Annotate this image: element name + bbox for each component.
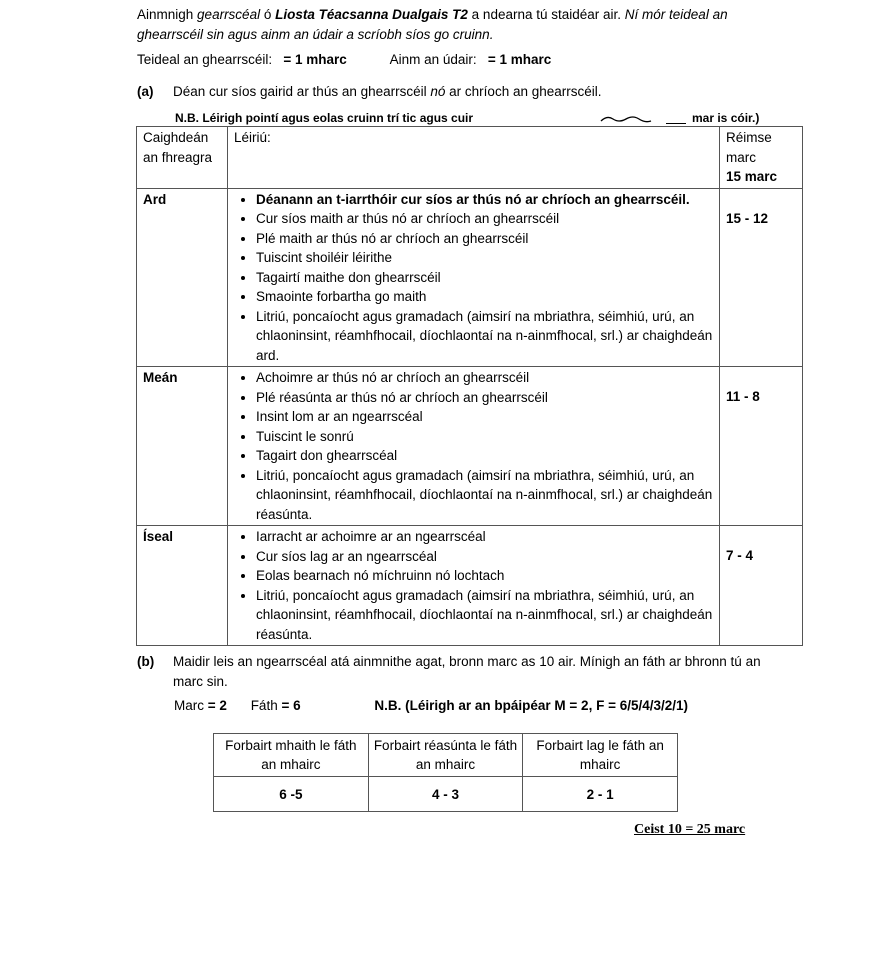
reason-header: Forbairt réasúnta le fáth an mhairc xyxy=(368,734,523,777)
rubric-header-row xyxy=(137,127,803,189)
question-a xyxy=(137,84,602,99)
reason-values-row xyxy=(214,777,678,812)
mark-range-cell xyxy=(720,367,803,526)
criteria-item: • Achoimre ar thús nó ar chríoch an ghearrscéil xyxy=(256,368,713,388)
level-criteria xyxy=(228,367,720,526)
header-description: Léiriú: xyxy=(228,127,720,189)
title-author-marks xyxy=(137,52,551,67)
question-a-text: ar chríoch an ghearrscéil. xyxy=(445,84,602,99)
level-label: Ard xyxy=(137,188,228,367)
criteria-item: • Iarracht ar achoimre ar an ngearrscéal xyxy=(256,527,713,547)
criteria-item: • Eolas bearnach nó míchruinn nó lochtach xyxy=(256,566,713,586)
criteria-item: • Litriú, poncaíocht agus gramadach (aimsirí na mbriathra, séimhiú, urú, an chlaoninsint, réamhfhocail, díochlaontaí na n-ainmfhocal, srl.) ar chaighdeán réasúnta. xyxy=(256,586,713,645)
marc-value: = 2 xyxy=(207,698,227,713)
mark-range-cell xyxy=(720,526,803,646)
intro-list-title: Liosta Téacsanna Dualgais T2 xyxy=(275,7,468,22)
header-standard: Caighdeán an fhreagra xyxy=(137,127,228,189)
question-b xyxy=(137,652,777,689)
rubric-row-mean xyxy=(137,367,803,526)
marc-label: Marc xyxy=(174,698,204,713)
reason-header: Forbairt mhaith le fáth an mhairc xyxy=(214,734,369,777)
mark-range: 15 - 12 xyxy=(726,210,769,226)
criteria-item: • Tuiscint le sonrú xyxy=(256,427,713,447)
intro-text: gearrscéal xyxy=(197,7,261,22)
criteria-item: • Tuiscint shoiléir léirithe xyxy=(256,248,713,268)
intro-text: ó xyxy=(260,7,276,22)
nb-note-end: mar is cóir.) xyxy=(692,111,760,125)
criteria-item: • Smaointe forbartha go maith xyxy=(256,287,713,307)
marking-rubric-table xyxy=(136,126,803,646)
question-b-label: (b) xyxy=(137,654,155,669)
reason-value: 6 -5 xyxy=(214,777,369,812)
rubric-row-iseal xyxy=(137,526,803,646)
intro-text: Ainmnigh xyxy=(137,7,198,22)
mark-reason-allocation xyxy=(174,698,688,713)
title-marks: = 1 mharc xyxy=(283,52,347,67)
reason-value: 2 - 1 xyxy=(523,777,678,812)
reason-value: 4 - 3 xyxy=(368,777,523,812)
title-label: Teideal an ghearrscéil: xyxy=(137,52,273,67)
question-a-or: nó xyxy=(430,84,446,99)
mark-range-cell xyxy=(720,188,803,367)
fath-value: = 6 xyxy=(281,698,301,713)
criteria-item: • Cur síos maith ar thús nó ar chríoch an ghearrscéil xyxy=(256,209,713,229)
author-marks: = 1 mharc xyxy=(487,52,552,67)
question-total: Ceist 10 = 25 marc xyxy=(634,822,746,837)
criteria-item: • Déanann an t-iarrthóir cur síos ar thús nó ar chríoch an ghearrscéil. xyxy=(256,190,713,210)
intro-text: a ndearna tú staidéar air. xyxy=(467,7,625,22)
reason-header: Forbairt lag le fáth an mhairc xyxy=(523,734,678,777)
dash-mark-icon xyxy=(666,123,686,124)
question-a-label: (a) xyxy=(137,84,154,99)
header-mark-range xyxy=(720,127,803,189)
criteria-item: • Insint lom ar an ngearrscéal xyxy=(256,407,713,427)
mark-range: 7 - 4 xyxy=(726,548,754,563)
intro-requirement: Ní mór teideal an ghearrscéil sin agus ainm an údair a scríobh síos go cruinn. xyxy=(137,7,728,42)
intro-instructions xyxy=(137,5,777,45)
level-criteria xyxy=(228,526,720,646)
marc-nb-note: N.B. (Léirigh ar an bpáipéar M = 2, F = 6/5/4/3/2/1) xyxy=(374,698,688,713)
criteria-item: • Tagairtí maithe don ghearrscéil xyxy=(256,268,713,288)
reason-marks-table xyxy=(213,733,678,812)
header-mark-range-label: Réimse marc xyxy=(726,130,772,165)
mark-range: 11 - 8 xyxy=(726,389,760,404)
criteria-item: • Cur síos lag ar an ngearrscéal xyxy=(256,547,713,567)
author-label: Ainm an údair: xyxy=(389,52,477,67)
question-a-text: Déan cur síos gairid ar thús an ghearrscéil xyxy=(173,84,431,99)
fath-label: Fáth xyxy=(250,698,278,713)
question-b-text: Maidir leis an ngearrscéal atá ainmnithe agat, bronn marc as 10 air. Mínigh an fáth ar bhronn tú an marc sin. xyxy=(173,654,761,689)
criteria-item: • Plé réasúnta ar thús nó ar chríoch an ghearrscéil xyxy=(256,388,713,408)
reason-header-row xyxy=(214,734,678,777)
criteria-item: • Litriú, poncaíocht agus gramadach (aimsirí na mbriathra, séimhiú, urú, an chlaoninsint, réamhfhocail, díochlaontaí na n-ainmfhocal, srl.) ar chaighdeán réasúnta. xyxy=(256,466,713,525)
level-criteria xyxy=(228,188,720,367)
rubric-row-ard xyxy=(137,188,803,367)
level-label: Meán xyxy=(137,367,228,526)
criteria-item: • Litriú, poncaíocht agus gramadach (aimsirí na mbriathra, séimhiú, urú, an chlaoninsint, réamhfhocail, díochlaontaí na n-ainmfhocal, srl.) ar chaighdeán ard. xyxy=(256,307,713,366)
squiggle-mark-icon xyxy=(600,114,652,124)
criteria-item: • Plé maith ar thús nó ar chríoch an ghearrscéil xyxy=(256,229,713,249)
nb-note: N.B. Léirigh pointí agus eolas cruinn trí tic agus cuir xyxy=(175,111,474,125)
header-total-marks: 15 marc xyxy=(726,169,778,184)
criteria-item: • Tagairt don ghearrscéal xyxy=(256,446,713,466)
level-label: Íseal xyxy=(137,526,228,646)
